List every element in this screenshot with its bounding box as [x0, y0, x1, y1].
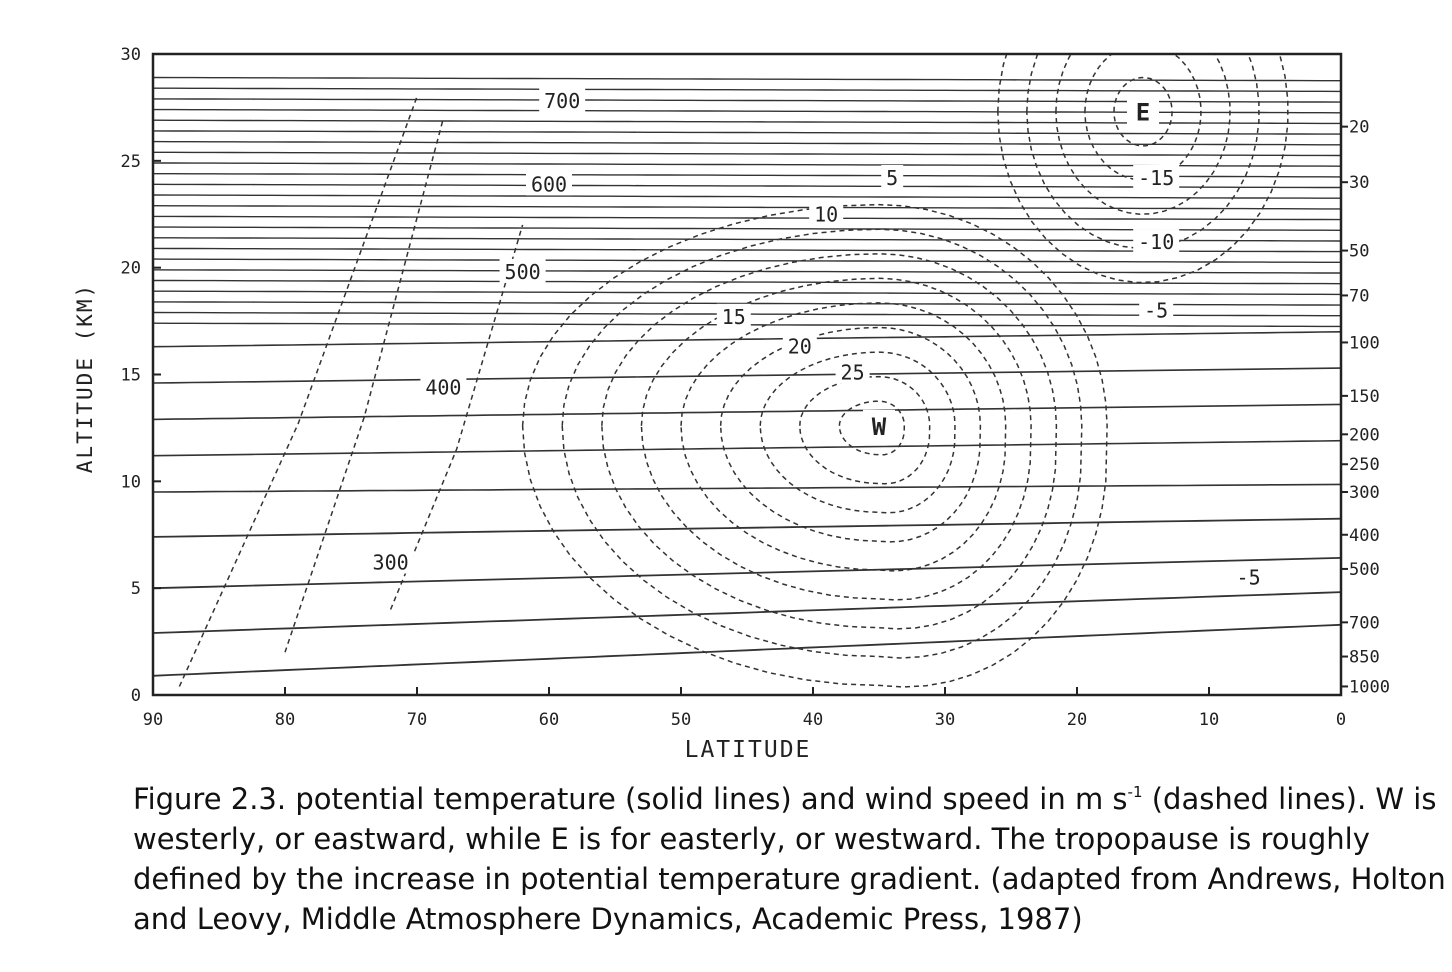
wind-contour	[285, 118, 443, 652]
y-tick	[131, 579, 161, 599]
pressure-tick	[1341, 173, 1369, 193]
pressure-tick-label: 30	[1349, 173, 1370, 194]
y-tick	[121, 472, 161, 492]
x-tick	[1199, 687, 1219, 730]
theta-contour	[153, 142, 1341, 145]
x-tick	[407, 687, 427, 730]
theta-contour	[153, 368, 1341, 383]
contour-label: 20	[787, 334, 812, 359]
theta-contour	[153, 152, 1341, 155]
pressure-tick-label: 20	[1349, 117, 1370, 138]
pressure-tick-label: 400	[1349, 525, 1380, 546]
contour-label: -15	[1138, 165, 1175, 190]
theta-contour	[153, 259, 1341, 262]
pressure-tick-label: 100	[1349, 333, 1380, 354]
wind-contour	[523, 205, 1108, 687]
x-axis-ticks	[143, 687, 1346, 730]
theta-contour	[153, 99, 1341, 102]
x-tick	[935, 687, 955, 730]
pressure-tick	[1341, 613, 1380, 633]
x-tick-label: 60	[538, 710, 560, 730]
theta-contour	[153, 78, 1341, 81]
y-tick-label: 5	[130, 579, 141, 600]
x-tick	[803, 687, 823, 730]
contour-label: 300	[372, 550, 409, 575]
theta-contour	[153, 206, 1341, 209]
caption-line-2: westerly, or eastward, while E is for easterly, or westward. The tropopause is roughly	[133, 822, 1370, 856]
pressure-axis-ticks	[1341, 118, 1390, 698]
y-axis-ticks	[121, 45, 161, 706]
theta-contour	[153, 120, 1341, 123]
pressure-tick-label: 700	[1349, 613, 1380, 634]
pressure-tick-label: 850	[1349, 647, 1380, 668]
x-axis-label: LATITUDE	[684, 737, 812, 763]
pressure-tick	[1341, 526, 1380, 546]
x-tick-label: 10	[1198, 710, 1220, 730]
pressure-tick	[1341, 286, 1369, 306]
pressure-tick	[1341, 118, 1369, 138]
x-tick-label: 50	[670, 710, 692, 730]
x-tick	[275, 687, 295, 730]
caption-line-1: Figure 2.3. potential temperature (solid lines) and wind speed in m $s^{-1}$ (dashed lines). W is	[133, 782, 1437, 816]
x-tick-label: 90	[142, 710, 164, 730]
pressure-tick-label: 250	[1349, 455, 1380, 476]
contour-label: 500	[504, 259, 541, 284]
y-tick-label: 25	[120, 151, 141, 172]
y-tick-label: 15	[120, 365, 141, 386]
contour-label: -5	[1236, 565, 1261, 590]
contour-label: 15	[721, 304, 746, 329]
figure-caption	[133, 779, 1452, 939]
contour-label: 10	[814, 202, 839, 227]
x-tick-label: 40	[802, 710, 824, 730]
jet-marker: E	[1135, 98, 1151, 127]
y-tick	[121, 152, 161, 172]
x-tick	[143, 687, 163, 730]
theta-contour	[153, 195, 1341, 198]
pressure-tick-label: 300	[1349, 483, 1380, 504]
wind-contour	[602, 254, 1057, 629]
contour-label: -10	[1138, 230, 1175, 255]
y-tick	[121, 259, 161, 279]
theta-contour	[153, 558, 1341, 588]
jet-marker: W	[871, 412, 887, 441]
pressure-tick	[1341, 425, 1380, 445]
x-tick-label: 20	[1066, 710, 1088, 730]
contour-label: 25	[840, 360, 865, 385]
caption-line-3: defined by the increase in potential temperature gradient. (adapted from Andrews, Holton	[133, 862, 1446, 896]
theta-contour	[153, 131, 1341, 134]
theta-contour	[153, 291, 1341, 294]
y-tick	[131, 686, 161, 706]
contour-label: 5	[886, 165, 899, 190]
pressure-tick-label: 200	[1349, 425, 1380, 446]
y-axis-label: ALTITUDE (KM)	[73, 282, 97, 474]
theta-contour	[153, 270, 1341, 273]
theta-contour	[153, 592, 1341, 633]
pressure-tick-label: 150	[1349, 386, 1380, 407]
pressure-tick-label: 70	[1349, 286, 1370, 307]
x-tick	[671, 687, 691, 730]
x-tick	[1336, 687, 1346, 730]
theta-contour	[153, 88, 1341, 91]
theta-contour	[153, 404, 1341, 419]
x-tick-label: 30	[934, 710, 956, 730]
y-tick-label: 10	[120, 472, 141, 493]
pressure-tick	[1341, 455, 1380, 475]
theta-contour	[153, 216, 1341, 219]
x-tick	[539, 687, 559, 730]
pressure-tick-label: 1000	[1349, 677, 1390, 698]
contour-label: 400	[425, 375, 462, 400]
theta-contour	[153, 110, 1341, 113]
caption-line-4: and Leovy, Middle Atmosphere Dynamics, Academic Press, 1987)	[133, 902, 1083, 936]
contour-label: 700	[544, 89, 581, 114]
pressure-tick	[1341, 560, 1380, 580]
contour-label: -5	[1144, 298, 1169, 323]
pressure-tick	[1341, 483, 1380, 503]
theta-contour	[153, 625, 1341, 676]
wind-contour	[641, 278, 1031, 600]
pressure-tick	[1341, 387, 1380, 407]
y-tick-label: 20	[120, 258, 141, 279]
pressure-tick-label: 500	[1349, 559, 1380, 580]
theta-contour	[153, 441, 1341, 456]
pressure-tick	[1341, 648, 1380, 668]
x-tick-label: 0	[1335, 710, 1347, 730]
contour-label: 600	[530, 172, 568, 197]
theta-contour	[153, 281, 1341, 284]
y-tick-label: 0	[130, 686, 141, 706]
y-tick	[121, 45, 161, 65]
x-tick-label: 80	[274, 710, 296, 730]
x-tick	[1067, 687, 1087, 730]
x-tick-label: 70	[406, 710, 428, 730]
theta-contour	[153, 519, 1341, 537]
y-tick-label: 30	[120, 45, 141, 65]
pressure-tick	[1341, 333, 1380, 353]
pressure-tick-label: 50	[1349, 241, 1370, 262]
pressure-tick	[1341, 677, 1390, 697]
wind-contour	[681, 303, 1006, 571]
pressure-tick	[1341, 242, 1369, 262]
